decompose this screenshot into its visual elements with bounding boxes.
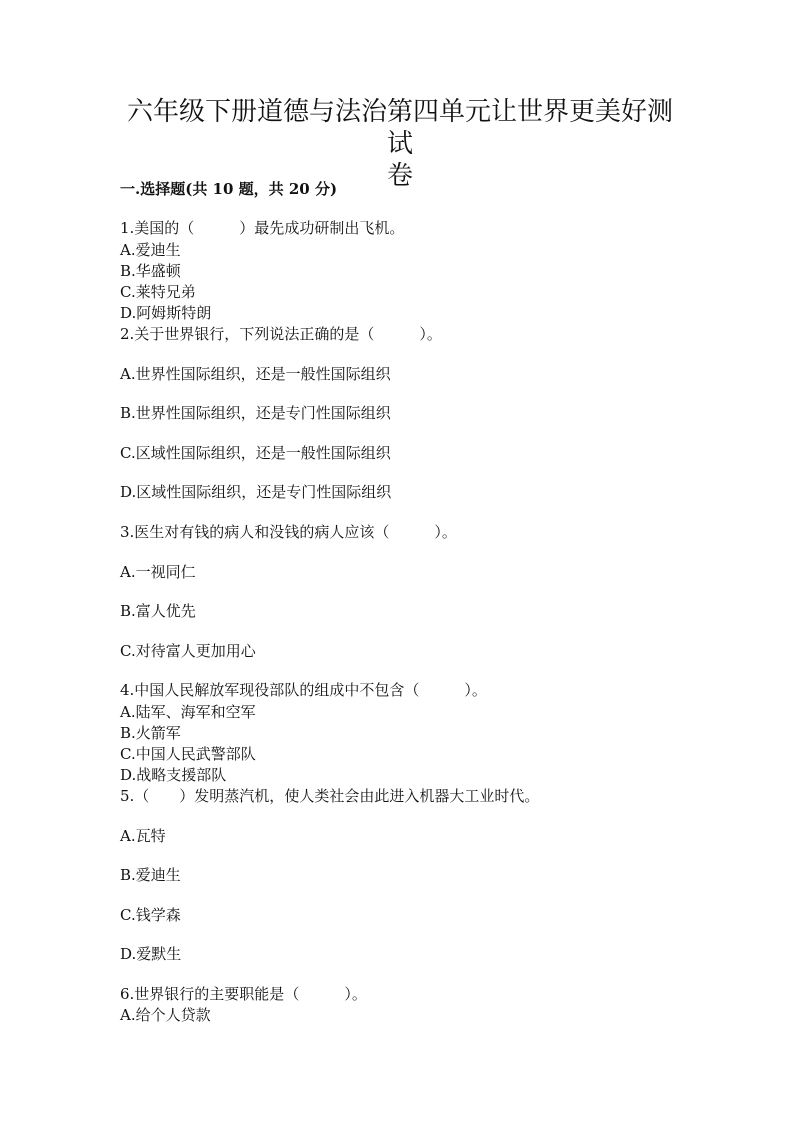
- question-3-stem: 3.医生对有钱的病人和没钱的病人应该（ ）。: [120, 523, 457, 541]
- title-line-1: 六年级下册道德与法治第四单元让世界更美好测试: [126, 97, 673, 159]
- question-1-option-d: D.阿姆斯特朗: [120, 304, 212, 322]
- section-heading: 一.选择题(共 10 题，共 20 分): [120, 180, 338, 198]
- question-1-stem: 1.美国的（ ）最先成功研制出飞机。: [120, 219, 405, 237]
- question-5-option-d: D.爱默生: [120, 945, 182, 963]
- question-4-option-a: A.陆军、海军和空军: [120, 703, 256, 721]
- question-6-stem: 6.世界银行的主要职能是（ ）。: [120, 985, 367, 1003]
- question-4-stem: 4.中国人民解放军现役部队的组成中不包含（ ）。: [120, 681, 487, 699]
- question-3-option-a: A.一视同仁: [120, 563, 196, 581]
- question-4-option-c: C.中国人民武警部队: [120, 745, 256, 763]
- question-2-stem: 2.关于世界银行，下列说法正确的是（ ）。: [120, 325, 442, 343]
- question-4-option-b: B.火箭军: [120, 724, 181, 742]
- question-2-option-a: A.世界性国际组织，还是一般性国际组织: [120, 365, 391, 383]
- question-1-option-a: A.爱迪生: [120, 241, 181, 259]
- question-5-stem: 5.（ ）发明蒸汽机，使人类社会由此进入机器大工业时代。: [120, 787, 540, 805]
- question-5-option-a: A.瓦特: [120, 827, 166, 845]
- question-3-option-b: B.富人优先: [120, 602, 196, 620]
- question-3-option-c: C.对待富人更加用心: [120, 642, 256, 660]
- question-4-option-d: D.战略支援部队: [120, 766, 227, 784]
- question-2-option-b: B.世界性国际组织，还是专门性国际组织: [120, 404, 391, 422]
- title-line-2: 卷: [386, 161, 413, 191]
- question-1-option-b: B.华盛顿: [120, 262, 181, 280]
- question-1-option-c: C.莱特兄弟: [120, 283, 196, 301]
- question-6-option-a: A.给个人贷款: [120, 1006, 211, 1024]
- question-2-option-d: D.区域性国际组织，还是专门性国际组织: [120, 483, 392, 501]
- question-5-option-b: B.爱迪生: [120, 866, 181, 884]
- question-2-option-c: C.区域性国际组织，还是一般性国际组织: [120, 444, 391, 462]
- question-5-option-c: C.钱学森: [120, 906, 181, 924]
